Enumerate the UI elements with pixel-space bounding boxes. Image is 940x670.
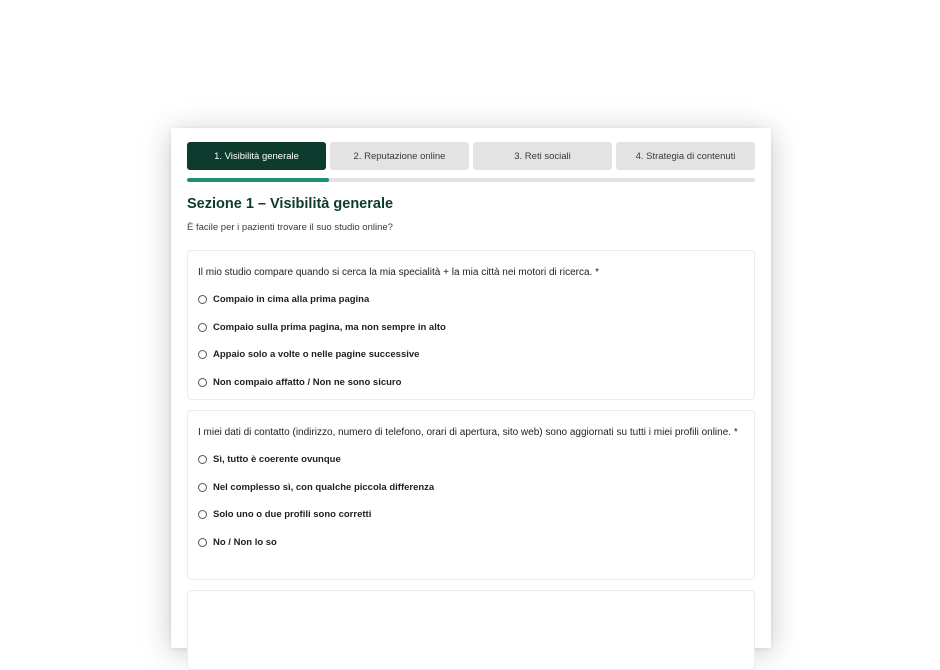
progress-bar bbox=[187, 178, 755, 182]
radio-button[interactable] bbox=[198, 378, 207, 387]
radio-option[interactable] bbox=[198, 501, 744, 529]
option-label: Solo uno o due profili sono corretti bbox=[213, 509, 372, 521]
section-subtitle: È facile per i pazienti trovare il suo studio online? bbox=[187, 222, 393, 233]
radio-option[interactable] bbox=[198, 529, 744, 557]
tab-strategia-contenuti[interactable]: 4. Strategia di contenuti bbox=[616, 142, 755, 170]
radio-option[interactable] bbox=[198, 341, 744, 369]
options-list bbox=[198, 446, 744, 556]
progress-bar-fill bbox=[187, 178, 329, 182]
radio-option[interactable] bbox=[198, 474, 744, 502]
radio-option[interactable] bbox=[198, 446, 744, 474]
radio-button[interactable] bbox=[198, 350, 207, 359]
step-tabs bbox=[187, 142, 755, 170]
option-label: Appaio solo a volte o nelle pagine successive bbox=[213, 349, 420, 361]
option-label: No / Non lo so bbox=[213, 536, 277, 548]
option-label: Non compaio affatto / Non ne sono sicuro bbox=[213, 376, 402, 388]
tab-reputazione-online[interactable]: 2. Reputazione online bbox=[330, 142, 469, 170]
radio-button[interactable] bbox=[198, 538, 207, 547]
radio-option[interactable] bbox=[198, 286, 744, 314]
tab-visibilita-generale[interactable]: 1. Visibilità generale bbox=[187, 142, 326, 170]
question-text: Il mio studio compare quando si cerca la mia specialità + la mia città nei motori di ricerca. * bbox=[198, 267, 600, 278]
option-label: Nel complesso sì, con qualche piccola differenza bbox=[213, 481, 435, 493]
section-title: Sezione 1 – Visibilità generale bbox=[187, 196, 394, 212]
option-label: Sì, tutto è coerente ovunque bbox=[213, 454, 341, 466]
survey-card bbox=[171, 128, 771, 648]
question-card bbox=[187, 410, 755, 580]
option-label: Compaio in cima alla prima pagina bbox=[213, 294, 370, 306]
options-list bbox=[198, 286, 744, 396]
radio-option[interactable] bbox=[198, 314, 744, 342]
option-label: Compaio sulla prima pagina, ma non sempre in alto bbox=[213, 321, 446, 333]
radio-button[interactable] bbox=[198, 323, 207, 332]
tab-reti-sociali[interactable]: 3. Reti sociali bbox=[473, 142, 612, 170]
radio-button[interactable] bbox=[198, 510, 207, 519]
radio-option[interactable] bbox=[198, 369, 744, 397]
question-card bbox=[187, 590, 755, 670]
question-text: I miei dati di contatto (indirizzo, numero di telefono, orari di apertura, sito web) sono aggiornati su tutti i miei profili online. * bbox=[198, 427, 738, 438]
radio-button[interactable] bbox=[198, 483, 207, 492]
question-card bbox=[187, 250, 755, 400]
radio-button[interactable] bbox=[198, 455, 207, 464]
radio-button[interactable] bbox=[198, 295, 207, 304]
